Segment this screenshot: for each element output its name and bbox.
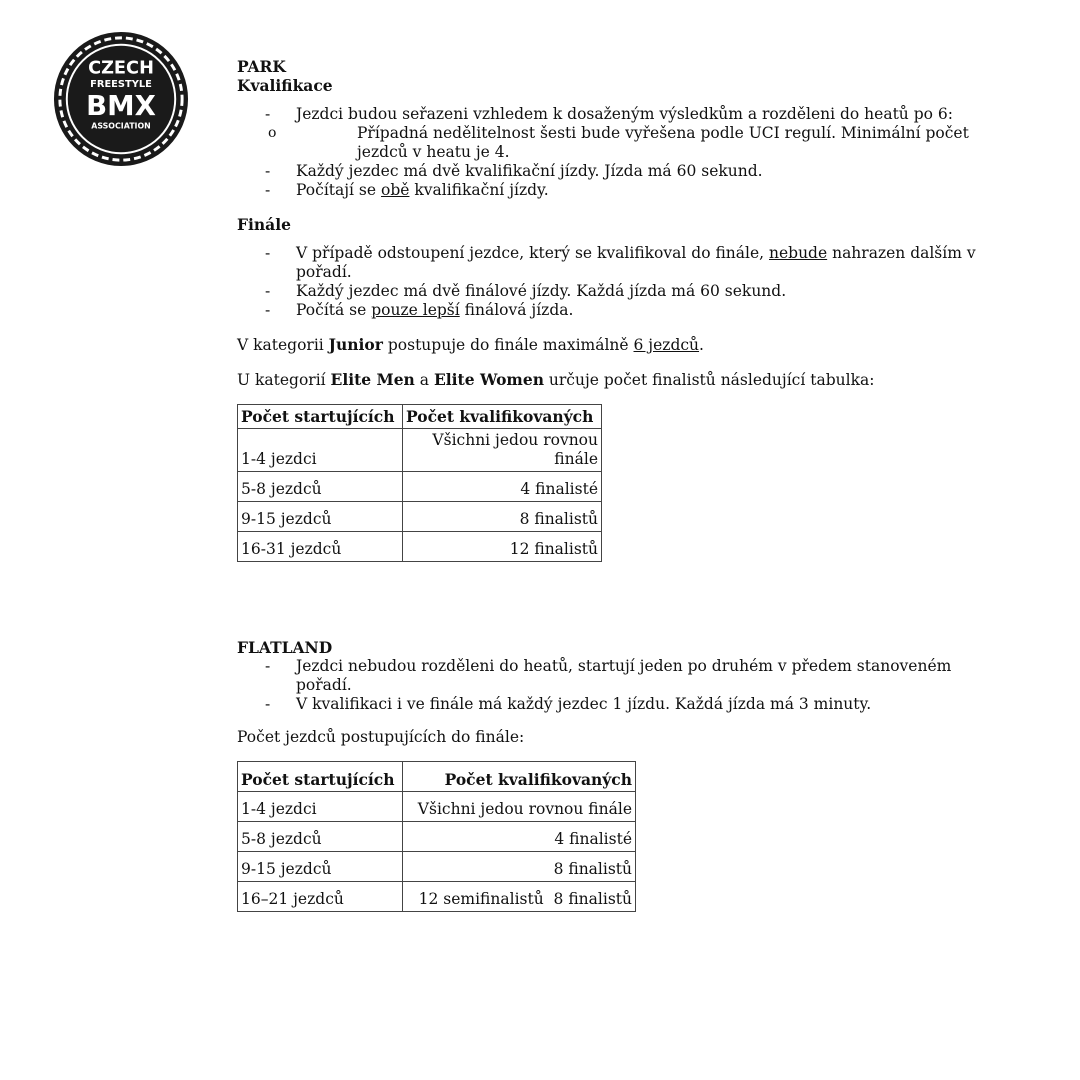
list-item: - Jezdci nebudou rozděleni do heatů, startují jeden po druhém v předem stanoveném pořadí. [237,657,1007,695]
table-row: 16–21 jezdců 12 semifinalistů 8 finalistů [238,882,636,912]
qualification-heading: Kvalifikace [237,76,333,95]
logo-line-3: BMX [86,88,156,122]
flatland-finalists-table [237,761,636,912]
table-row: 1-4 jezdci Všichni jedou rovnou finále [238,792,636,822]
list-item: - Každý jezdec má dvě kvalifikační jízdy. Jízda má 60 sekund. [237,162,1007,181]
list-item: - Jezdci budou seřazeni vzhledem k dosaženým výsledkům a rozděleni do heatů po 6: o Případná nedělitelnost šesti bude vyřešena podle UCI regulí. Minimální počet jezdců v heatu je 4. [237,105,1007,162]
elite-paragraph: U kategorií Elite Men a Elite Women určuje počet finalistů následující tabulka: [237,370,875,389]
list-item: - Každý jezdec má dvě finálové jízdy. Každá jízda má 60 sekund. [237,282,1007,301]
table-row: 9-15 jezdců 8 finalistů [238,502,602,532]
table-row: 5-8 jezdců 4 finalisté [238,472,602,502]
list-item: - V kvalifikaci i ve finále má každý jezdec 1 jízdu. Každá jízda má 3 minuty. [237,695,1007,714]
table-row: 9-15 jezdců 8 finalistů [238,852,636,882]
czech-freestyle-bmx-logo [52,30,190,168]
table-header-row: Počet startujících Počet kvalifikovaných [238,405,602,429]
logo-line-2: FREESTYLE [90,79,152,91]
sub-list [237,124,1007,162]
table-row: 5-8 jezdců 4 finalisté [238,822,636,852]
sub-list-item: o Případná nedělitelnost šesti bude vyřešena podle UCI regulí. Minimální počet jezdců v heatu je 4. [237,124,1007,162]
junior-paragraph: V kategorii Junior postupuje do finále maximálně 6 jezdců. [237,335,704,354]
table-row: 16-31 jezdců 12 finalistů [238,532,602,562]
park-finalists-table [237,404,602,562]
flatland-intro: Počet jezdců postupujících do finále: [237,728,525,746]
flatland-list [237,657,1007,714]
logo-line-4: ASSOCIATION [91,121,151,131]
final-list [237,244,1007,320]
logo-line-1: CZECH [88,58,154,79]
list-item: - Počítají se obě kvalifikační jízdy. [237,181,1007,200]
flatland-heading: FLATLAND [237,638,333,657]
table-row: 1-4 jezdci Všichni jedou rovnou finále [238,429,602,472]
qualification-list [237,105,1007,200]
list-item: - Počítá se pouze lepší finálová jízda. [237,301,1007,320]
final-heading: Finále [237,215,291,234]
table-header-row: Počet startujících Počet kvalifikovaných [238,762,636,792]
list-item: - V případě odstoupení jezdce, který se kvalifikoval do finále, nebude nahrazen dalším v pořadí. [237,244,1007,282]
document-body [237,57,1007,912]
park-heading: PARK [237,57,286,76]
